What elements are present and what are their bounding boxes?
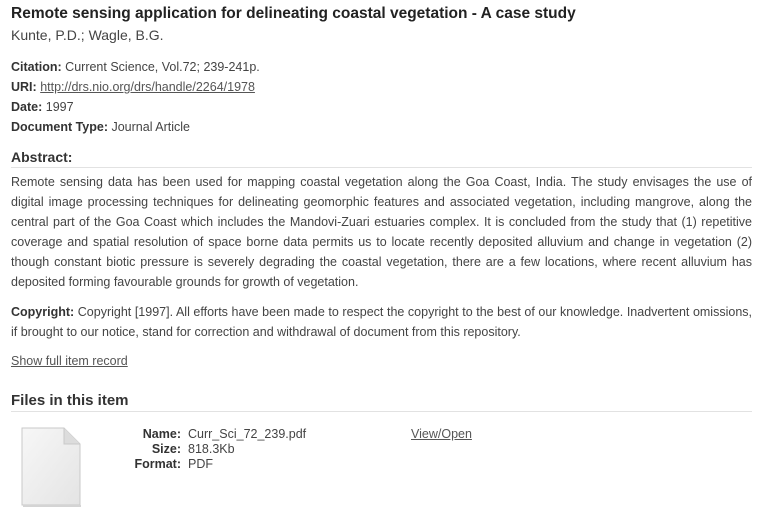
date-value: 1997 bbox=[45, 100, 74, 114]
file-format-value: PDF bbox=[188, 457, 213, 471]
file-thumbnail[interactable] bbox=[20, 427, 82, 507]
doctype-row bbox=[11, 120, 190, 134]
doctype-label: Document Type: bbox=[11, 120, 108, 134]
item-title: Remote sensing application for delineating coastal vegetation - A case study bbox=[11, 5, 576, 22]
uri-row bbox=[11, 80, 255, 94]
date-label: Date: bbox=[11, 100, 43, 114]
file-name-row bbox=[120, 427, 306, 442]
show-full-record-container bbox=[11, 354, 128, 368]
abstract-heading: Abstract: bbox=[11, 149, 752, 168]
file-size-label: Size: bbox=[151, 442, 181, 456]
item-authors: Kunte, P.D.; Wagle, B.G. bbox=[11, 27, 164, 43]
file-size-row bbox=[120, 442, 306, 457]
file-format-label: Format: bbox=[134, 457, 181, 471]
files-heading: Files in this item bbox=[11, 392, 752, 412]
copyright-block bbox=[11, 302, 752, 342]
document-icon bbox=[20, 427, 82, 507]
uri-label: URI: bbox=[11, 80, 37, 94]
file-name-label: Name: bbox=[142, 427, 181, 441]
uri-link[interactable]: http://drs.nio.org/drs/handle/2264/1978 bbox=[40, 80, 255, 94]
file-format-row bbox=[120, 457, 306, 472]
copyright-label: Copyright: bbox=[11, 305, 75, 319]
citation-row bbox=[11, 60, 260, 74]
view-open-link[interactable]: View/Open bbox=[411, 427, 472, 441]
copyright-text: Copyright [1997]. All efforts have been made to respect the copyright to the best of our knowledge. Inadvertent omissions, if brought to our notice, stand for correction and withdrawal of document from this repository. bbox=[11, 305, 752, 339]
file-name-value: Curr_Sci_72_239.pdf bbox=[188, 427, 307, 441]
abstract-text: Remote sensing data has been used for mapping coastal vegetation along the Goa Coast, India. The study envisages the use of digital image processing techniques for delineating geomorphic features and associated vegetation, including mangrove, along the central part of the Goa Coast which includes the Mandovi-Zuari estuaries complex. It is concluded from the study that (1) repetitive coverage and spatial resolution of space borne data permits us to locate recently deposited alluvium and change in vegetation (2) though constant biotic pressure is severely degrading the coastal vegetation, there are a few locations, where recent alluvium has deposited forming favourable grounds for growth of vegetation. bbox=[11, 175, 752, 289]
citation-value: Current Science, Vol.72; 239-241p. bbox=[65, 60, 260, 74]
file-size-value: 818.3Kb bbox=[188, 442, 235, 456]
date-row bbox=[11, 100, 74, 114]
show-full-record-link[interactable]: Show full item record bbox=[11, 354, 128, 368]
view-open-container bbox=[411, 427, 472, 441]
file-details bbox=[120, 427, 306, 472]
citation-label: Citation: bbox=[11, 60, 62, 74]
doctype-value: Journal Article bbox=[111, 120, 190, 134]
